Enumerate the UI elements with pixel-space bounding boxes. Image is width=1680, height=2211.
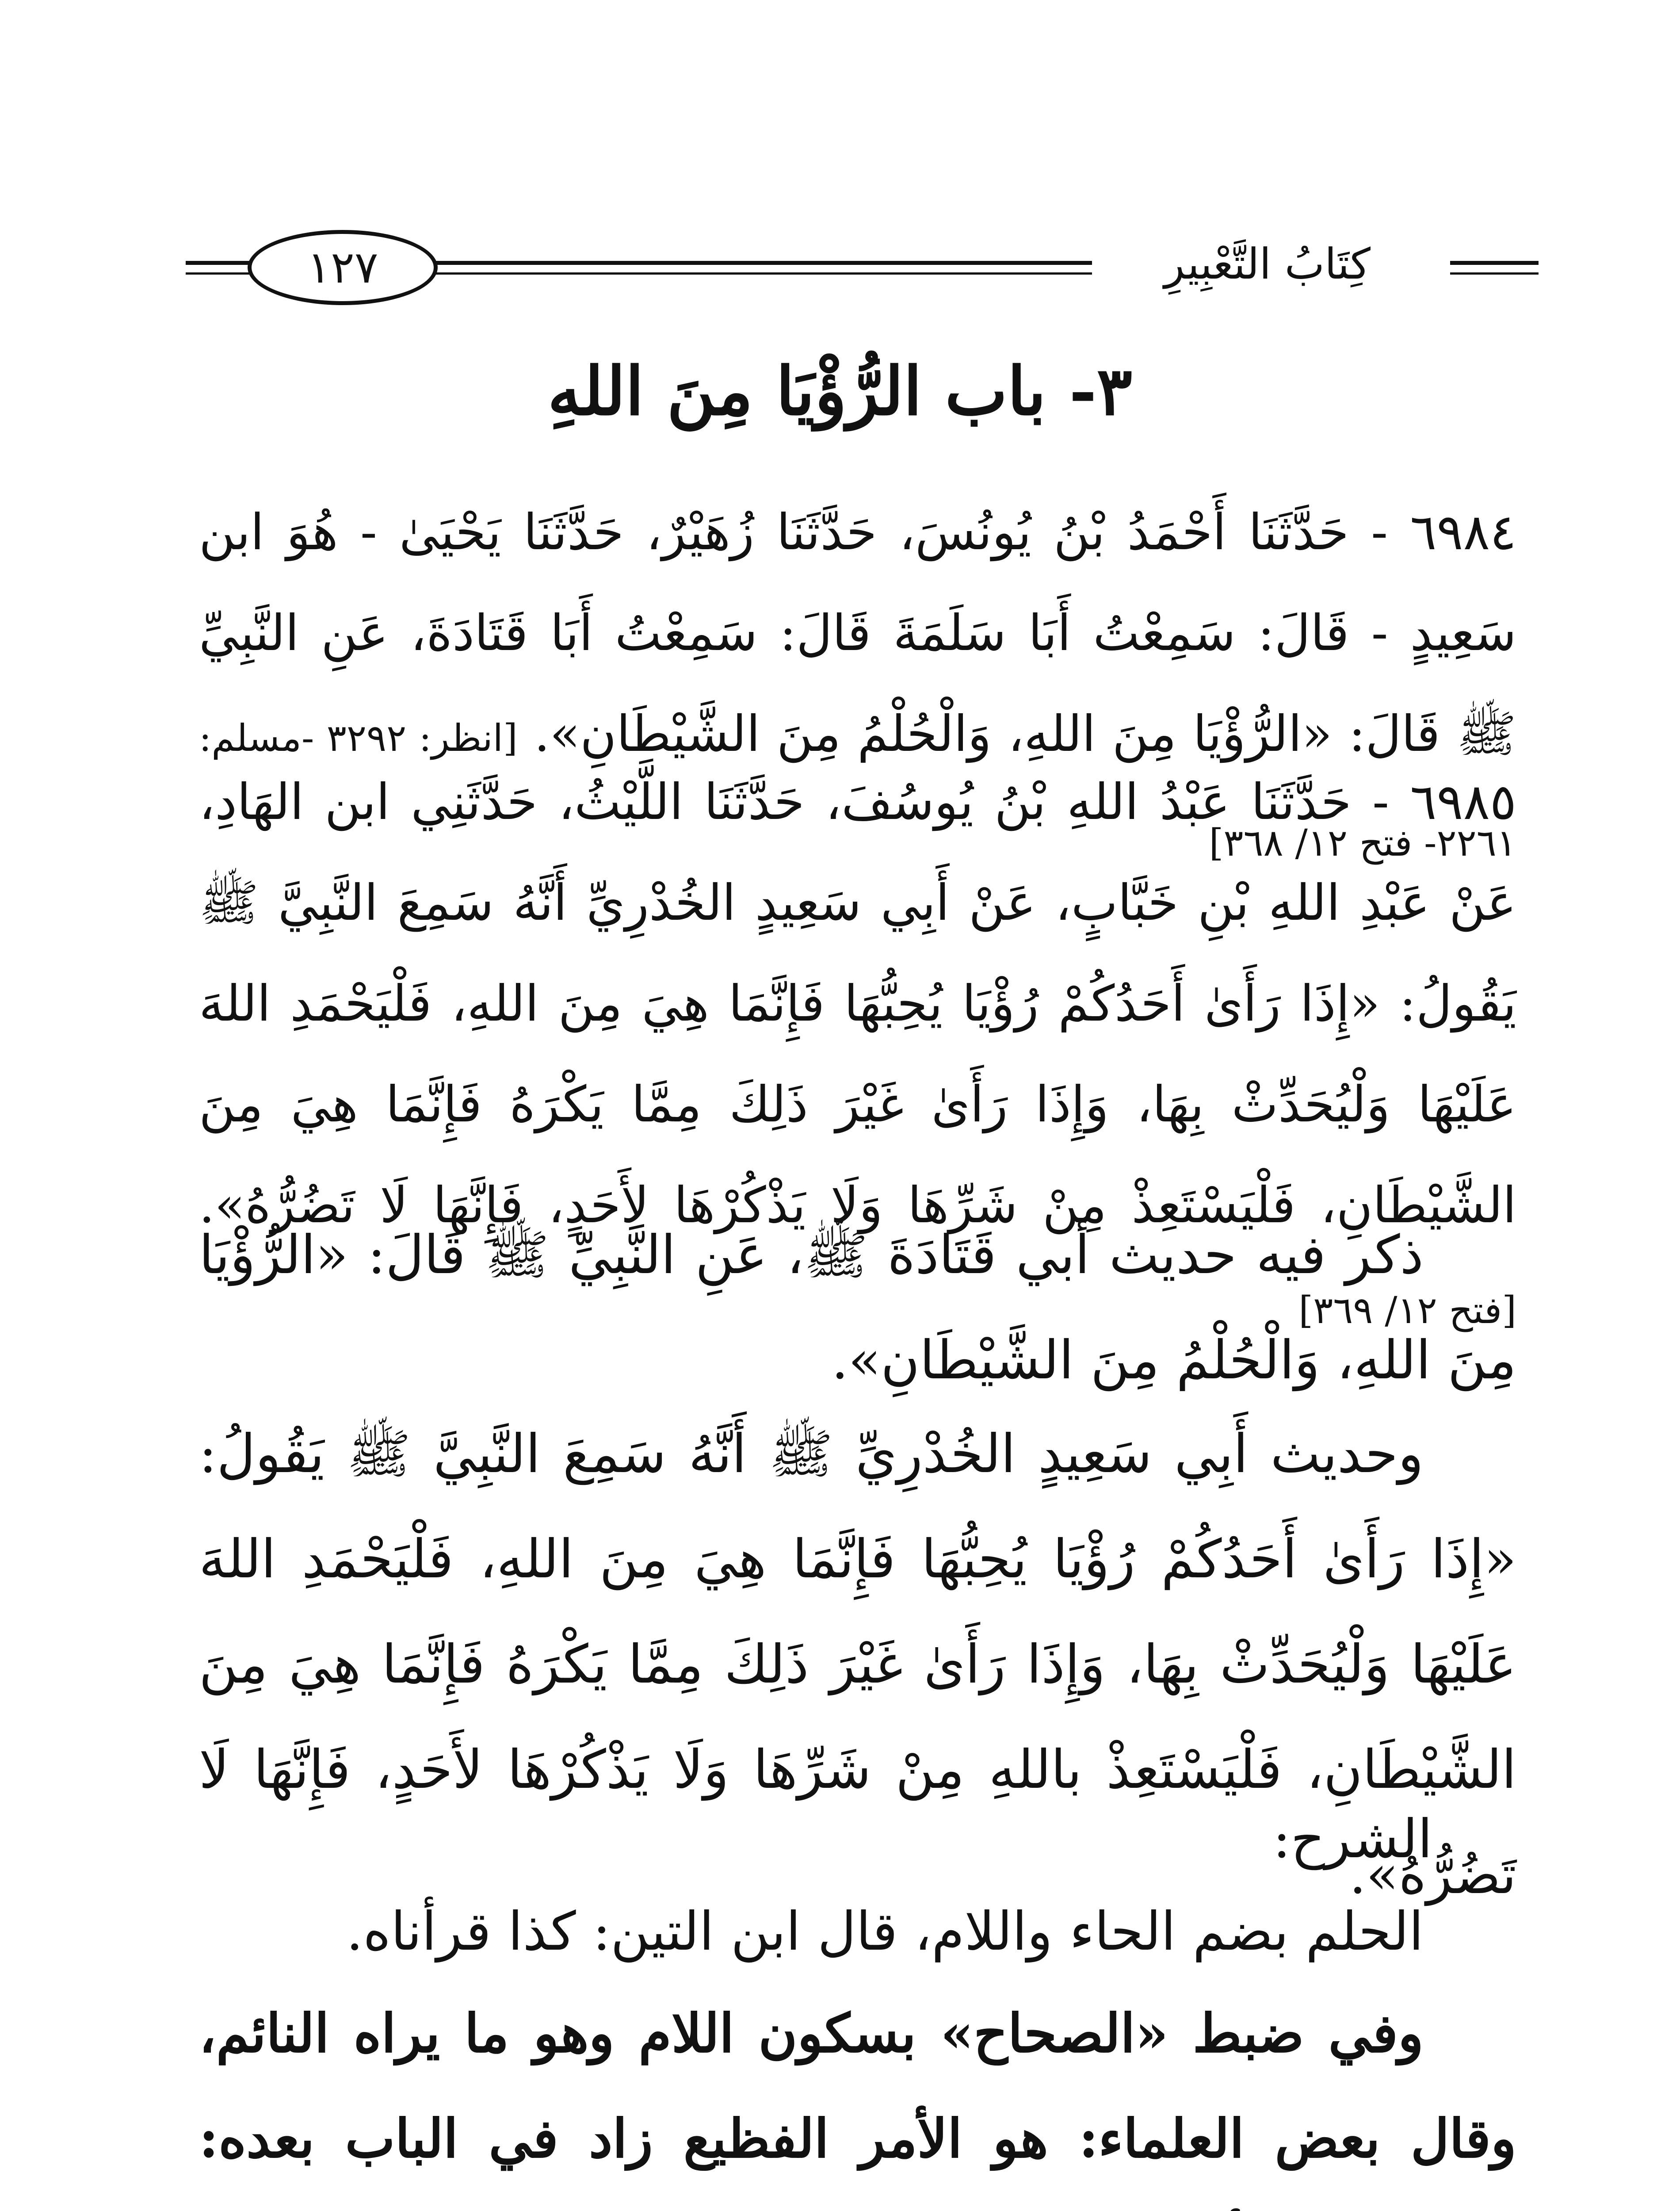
commentary-paragraph-1: ذكر فيه حديث أبي قَتَادَةَ ﷺ، عَنِ النَّبِيِّ ﷺ قَالَ: «الرُّؤْيَا مِنَ اللهِ، وَالْحُلْمُ مِنَ الشَّيْطَانِ». [199,1224,1516,1391]
commentary-paragraph-2: وحديث أَبِي سَعِيدٍ الخُدْرِيِّ ﷺ أَنَّهُ سَمِعَ النَّبِيَّ ﷺ يَقُولُ: «إِذَا رَأَىٰ أَحَدُكُمْ رُؤْيَا يُحِبُّهَا فَإِنَّمَا هِيَ مِنَ اللهِ، فَلْيَحْمَدِ اللهَ عَلَيْهَا وَلْيُحَدِّثْ بِهَا، وَإِذَا رَأَىٰ غَيْرَ ذَلِكَ مِمَّا يَكْرَهُ فَإِنَّمَا هِيَ مِنَ الشَّيْطَانِ، فَلْيَسْتَعِذْ باللهِ مِنْ شَرِّهَا وَلَا يَذْكُرْهَا لأَحَدٍ، فَإِنَّهَا لَا تَضُرُّهُ». [199,1423,1517,1906]
header-rule-left [186,261,252,265]
book-title: كِتَابُ التَّعْبِيرِ [1164,239,1371,289]
hadith-6984-reference: [انظر: ٣٢٩٢ -مسلم: ٢٢٦١- فتح ١٢/ ٣٦٨] [199,716,1516,865]
header-rule-middle [433,261,1092,265]
commentary-paragraph-4: وفي ضبط «الصحاح» بسكون اللام وهو ما يراه النائم، وقال بعض العلماء: هو الأمر الفظيع زاد في الباب بعده: [199,2002,1516,2170]
running-header [186,230,1539,305]
header-rule-left-thin [186,272,252,275]
header-rule-middle-thin [433,272,1092,275]
hadith-6984-text: ٦٩٨٤ - حَدَّثَنَا أَحْمَدُ بْنُ يُونُسَ، حَدَّثَنَا زُهَيْرٌ، حَدَّثَنَا يَحْيَىٰ - هُوَ ابن سَعِيدٍ - قَالَ: سَمِعْتُ أَبَا سَلَمَةَ قَالَ: سَمِعْتُ أَبَا قَتَادَةَ، عَنِ النَّبِيِّ ﷺ قَالَ: «الرُّؤْيَا مِنَ اللهِ، وَالْحُلْمُ مِنَ الشَّيْطَانِ». [199,504,1517,763]
header-rule-right [1450,261,1539,265]
hadith-6985-text: ٦٩٨٥ - حَدَّثَنَا عَبْدُ اللهِ بْنُ يُوسُفَ، حَدَّثَنَا اللَّيْثُ، حَدَّثَنِي ابن الهَادِ، عَنْ عَبْدِ اللهِ بْنِ خَبَّابٍ، عَنْ أَبِي سَعِيدٍ الخُدْرِيِّ أَنَّهُ سَمِعَ النَّبِيَّ ﷺ يَقُولُ: «إِذَا رَأَىٰ أَحَدُكُمْ رُؤْيَا يُحِبُّهَا فَإِنَّمَا هِيَ مِنَ اللهِ، فَلْيَحْمَدِ اللهَ عَلَيْهَا وَلْيُحَدِّثْ بِهَا، وَإِذَا رَأَىٰ غَيْرَ ذَلِكَ مِمَّا يَكْرَهُ فَإِنَّمَا هِيَ مِنَ الشَّيْطَانِ، فَلْيَسْتَعِذْ مِنْ شَرِّهَا وَلَا يَذْكُرْهَا لأَحَدٍ، فَإِنَّهَا لَا تَضُرُّهُ». [199,773,1516,1234]
header-rule-right-thin [1450,272,1539,275]
sharh-heading: الشرح: [1272,1809,1432,1870]
page-number-badge [248,230,438,305]
chapter-title: ٣- باب الرُّؤْيَا مِنَ اللهِ [547,352,1133,430]
hadith-6985-reference: [فتح ١٢/ ٣٦٩] [1298,1289,1516,1332]
page-number: ١٢٧ [307,241,378,293]
commentary-paragraph-3: الحلم بضم الحاء واللام، قال ابن التين: كذا قرأناه. [346,1901,1424,1962]
